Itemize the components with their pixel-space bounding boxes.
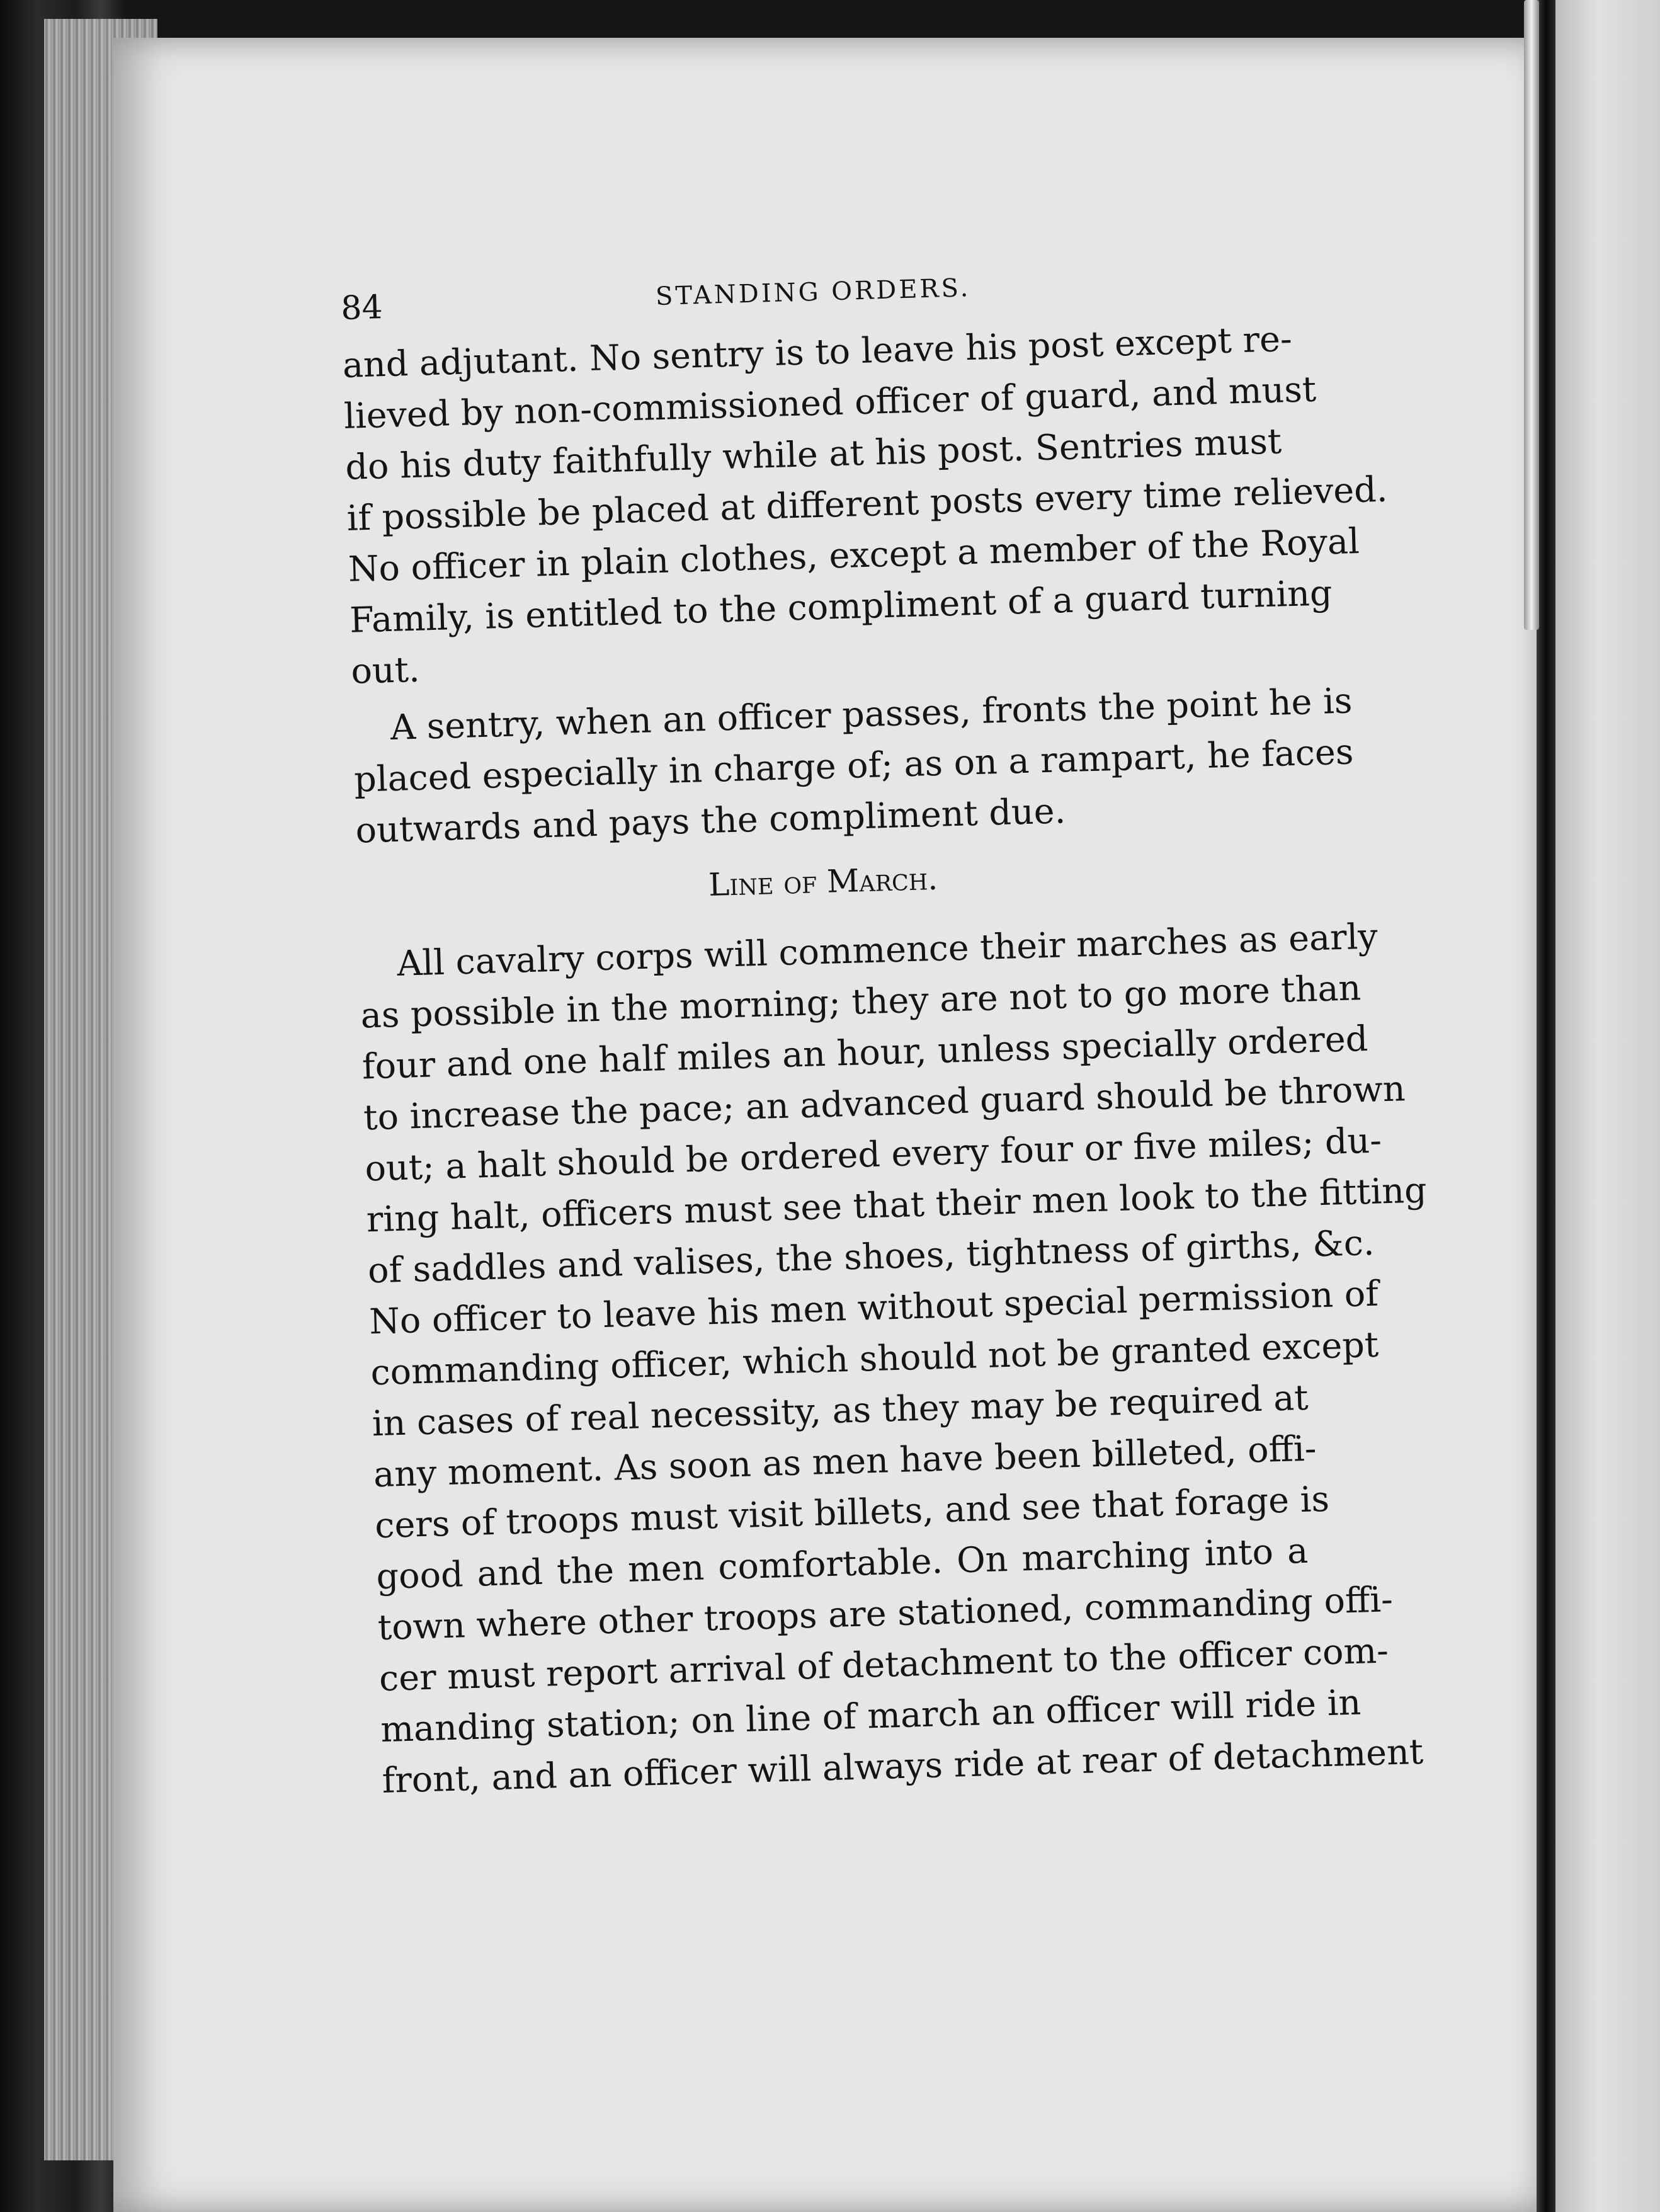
text-line: cers of troops must visit billets, and see that forage is xyxy=(374,1478,1330,1547)
text-line: town where other troops are stationed, commanding offi- xyxy=(377,1579,1394,1649)
text-line: ring halt, officers must see that their men look to the fitting xyxy=(365,1170,1428,1241)
page-number: 84 xyxy=(340,288,384,328)
text-line: out; a halt should be ordered every four or five miles; du- xyxy=(364,1120,1382,1190)
text-line: of saddles and valises, the shoes, tightness of girths, &c. xyxy=(367,1222,1375,1292)
paragraph-sentry-compliment xyxy=(352,676,1355,857)
text-line: Family, is entitled to the compliment of a guard turning xyxy=(349,573,1333,641)
text-line: No officer in plain clothes, except a member of the Royal xyxy=(348,520,1360,590)
text-line: to increase the pace; an advanced guard should be thrown xyxy=(363,1068,1406,1139)
page-text xyxy=(340,249,1428,1806)
running-title: STANDING ORDERS. xyxy=(655,273,971,312)
text-line: cer must report arrival of detachment to the officer com- xyxy=(378,1630,1389,1700)
book-gutter xyxy=(1537,0,1555,2212)
text-line: placed especially in charge of; as on a rampart, he faces xyxy=(353,731,1355,801)
text-line: good and the men comfortable. On marching into a xyxy=(375,1530,1309,1598)
text-line: No officer to leave his men without special permission of xyxy=(368,1273,1379,1343)
text-line: any moment. As soon as men have been billeted, offi- xyxy=(373,1428,1317,1496)
text-line: four and one half miles an hour, unless specially ordered xyxy=(361,1018,1368,1088)
paragraph-line-of-march xyxy=(358,911,1428,1806)
text-line: do his duty faithfully while at his post. Sentries must xyxy=(344,421,1282,488)
text-line: lieved by non-commissioned officer of guard, and must xyxy=(343,368,1317,437)
section-heading: Line of March. xyxy=(708,860,938,904)
text-line: commanding officer, which should not be granted except xyxy=(370,1324,1379,1394)
text-line: as possible in the morning; they are not to go more than xyxy=(360,967,1362,1037)
text-line: front, and an officer will always ride at rear of detachment xyxy=(381,1731,1424,1802)
bookmark-ribbon xyxy=(1524,0,1539,630)
text-line: in cases of real necessity, as they may be required at xyxy=(371,1377,1309,1445)
text-line: outwards and pays the compliment due. xyxy=(355,790,1066,852)
text-line: All cavalry corps will commence their marches as early xyxy=(396,916,1379,984)
text-line: out. xyxy=(350,649,421,692)
text-line: if possible be placed at different posts every time relieved. xyxy=(346,469,1389,539)
facing-page-edge xyxy=(1555,0,1660,2212)
text-line: and adjutant. No sentry is to leave his post except re- xyxy=(342,318,1293,386)
text-line: A sentry, when an officer passes, fronts the point he is xyxy=(390,680,1353,749)
text-line: manding station; on line of march an officer will ride in xyxy=(380,1682,1362,1751)
paragraph-sentry-duty xyxy=(342,312,1389,697)
